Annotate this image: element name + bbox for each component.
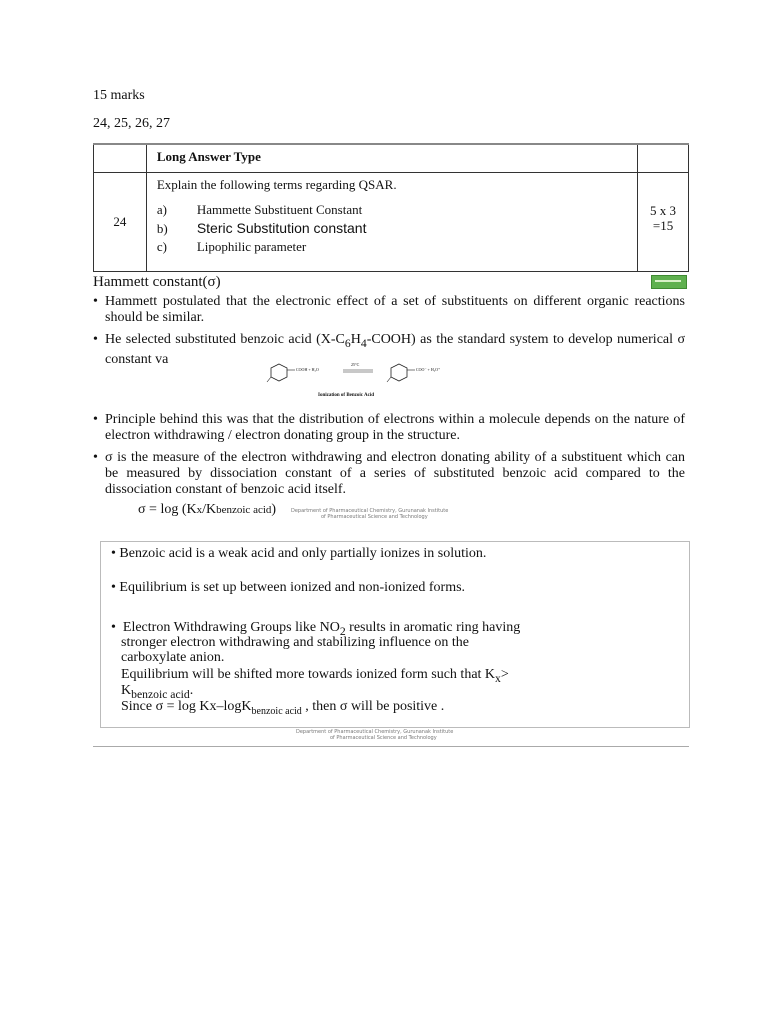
logo-badge [651, 275, 687, 289]
reaction-reactant: COOH + H₂O [296, 367, 319, 372]
department-footer: Department of Pharmaceutical Chemistry, Gurunanak Institute of Pharmaceutical Science and Technology [291, 508, 449, 520]
section-title: Long Answer Type [156, 149, 261, 164]
bottom-rule [93, 746, 689, 747]
text-line: stronger electron withdrawing and stabilizing influence on the [121, 635, 469, 650]
text-line: Since σ = log Kx–logK$_{benzoic acid}$ , then σ will be positive . [121, 699, 445, 717]
department-footer: Department of Pharmaceutical Chemistry, Gurunanak Institute of Pharmaceutical Science and Technology [296, 729, 454, 741]
table-cell-empty [638, 144, 689, 172]
bullet-item: • Equilibrium is set up between ionized and non-ionized forms. [111, 580, 466, 595]
slide-equilibrium [100, 541, 690, 728]
bullet-item: • Benzoic acid is a weak acid and only partially ionizes in solution. [111, 546, 487, 561]
question-body [146, 172, 637, 272]
text-line: Equilibrium will be shifted more towards ionized form such that $K_x>$ [121, 667, 509, 685]
list-item: c) Lipophilic parameter [156, 238, 307, 254]
reaction-temperature: 25°C [351, 362, 360, 367]
question-marks: 5 x 3 =15 [638, 172, 689, 272]
text-line: carboxylate anion. [121, 650, 225, 665]
list-item: a) Hammette Substituent Constant [156, 201, 363, 217]
table-cell-empty [94, 144, 147, 172]
question-intro: Explain the following terms regarding QSAR. [156, 176, 397, 192]
bullet-item: • Principle behind this was that the distribution of electrons within a molecule depends on the nature of electron withdrawing / electron donating group in the structure. [93, 412, 685, 443]
bullet-item: • Hammett postulated that the electronic effect of a set of substituents on different organic reactions should be similar. [93, 294, 685, 325]
text-line: $K_{benzoic acid}$. [121, 683, 194, 701]
marks-heading: 15 marks [93, 88, 145, 103]
question-table [93, 143, 689, 272]
sigma-formula: σ = log (Kx/Kbenzoic acid) [138, 502, 277, 517]
reaction-product: COO⁻ + H₃O⁺ [416, 367, 441, 372]
reaction-caption: Ionization of Benzoic Acid [318, 393, 374, 398]
list-item: b) Steric Substitution constant [156, 219, 367, 236]
table-header-cell [146, 144, 637, 172]
question-items [157, 201, 637, 256]
bullet-item: • Electron Withdrawing Groups like $NO_2$ results in aromatic ring having [111, 620, 521, 638]
bullet-item: • He selected substituted benzoic acid $(X-C_6H_4-COOH)$ as the standard system to develop numerical σ constant va [93, 332, 685, 367]
slide-title: Hammett constant(σ) [93, 274, 221, 290]
question-numbers: 24, 25, 26, 27 [93, 116, 170, 131]
bullet-item: • σ is the measure of the electron withdrawing and electron donating ability of a substituent which can be measured by dissociation constant of a series of substituted benzoic acid compared to the dissociation constant of benzoic acid itself. [93, 450, 685, 497]
slide-hammett-constant [93, 272, 689, 534]
question-number: 24 [94, 172, 147, 272]
